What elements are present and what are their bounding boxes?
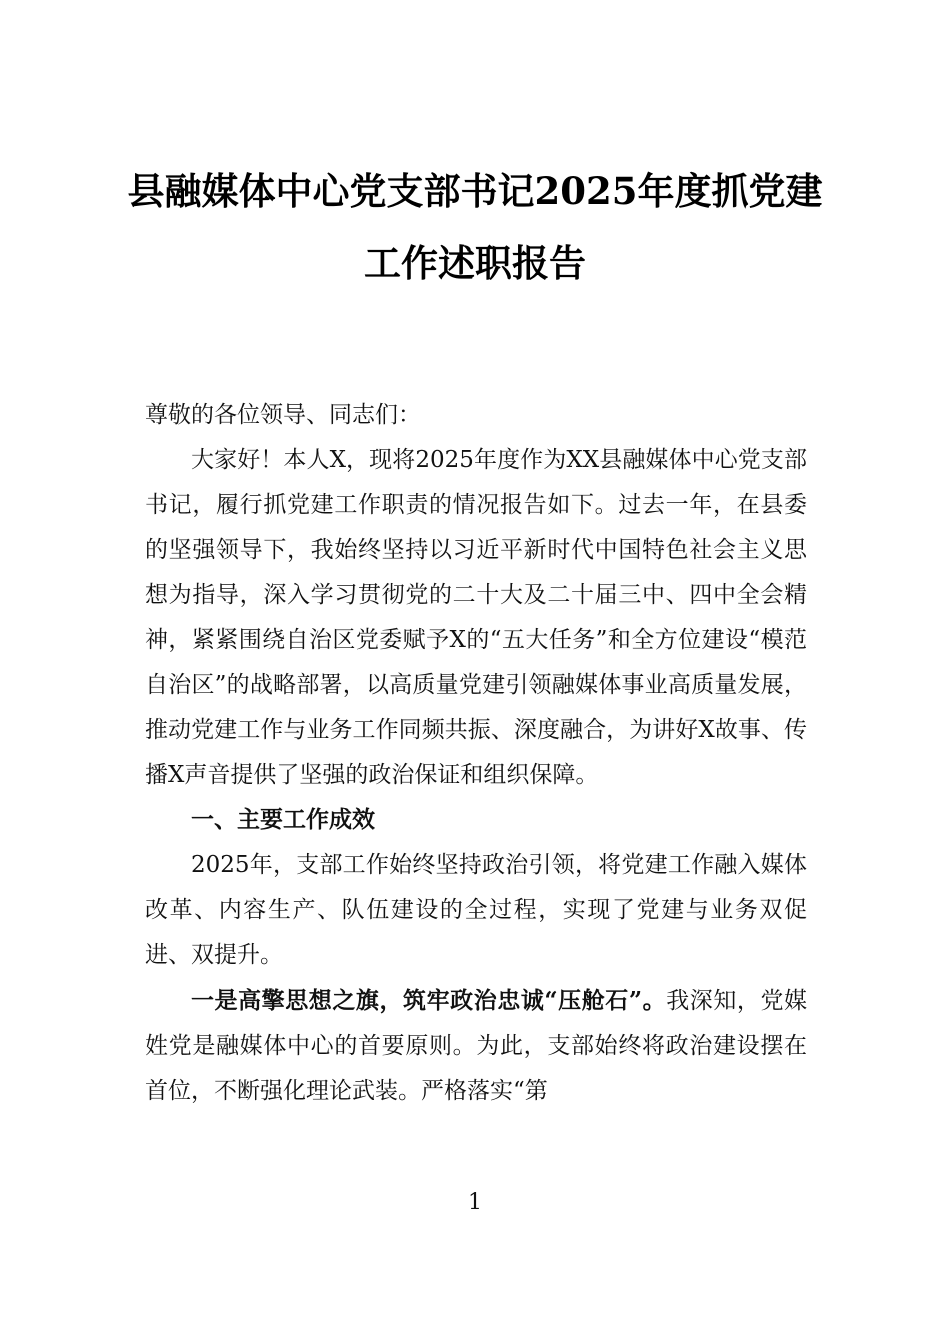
salutation: 尊敬的各位领导、同志们：: [145, 402, 421, 428]
section-heading-main-achievements: 一、主要工作成效: [191, 807, 375, 833]
paragraph-political-loyalty: [145, 978, 807, 1114]
document-body: [145, 393, 807, 1114]
document-title-line-2: 工作述职报告: [364, 241, 586, 285]
document-title-line-1: 县融媒体中心党支部书记2025年度抓党建: [127, 169, 823, 213]
page-number: 1: [468, 1190, 482, 1215]
paragraph-lead-bold: 一是高擎思想之旗，筑牢政治忠诚“压舱石”。: [191, 987, 667, 1014]
paragraph-introduction: 大家好！本人X，现将2025年度作为XX县融媒体中心党支部书记，履行抓党建工作职责的情况报告如下。过去一年，在县委的坚强领导下，我始终坚持以习近平新时代中国特色社会主义思想为指导，深入学习贯彻党的二十大及二十届三中、四中全会精神，紧紧围绕自治区党委赋予X的“五大任务”和全方位建设“模范自治区”的战略部署，以高质量党建引领融媒体事业高质量发展，推动党建工作与业务工作同频共振、深度融合，为讲好X故事、传播X声音提供了坚强的政治保证和组织保障。: [145, 447, 807, 788]
paragraph-text: 我深知，党媒姓党是融媒体中心的首要原则。为此，支部始终将政治建设摆在首位，不断强化理论武装。严格落实“第: [145, 988, 807, 1104]
paragraph-achievements-summary: 2025年，支部工作始终坚持政治引领，将党建工作融入媒体改革、内容生产、队伍建设的全过程，实现了党建与业务双促进、双提升。: [145, 852, 807, 968]
